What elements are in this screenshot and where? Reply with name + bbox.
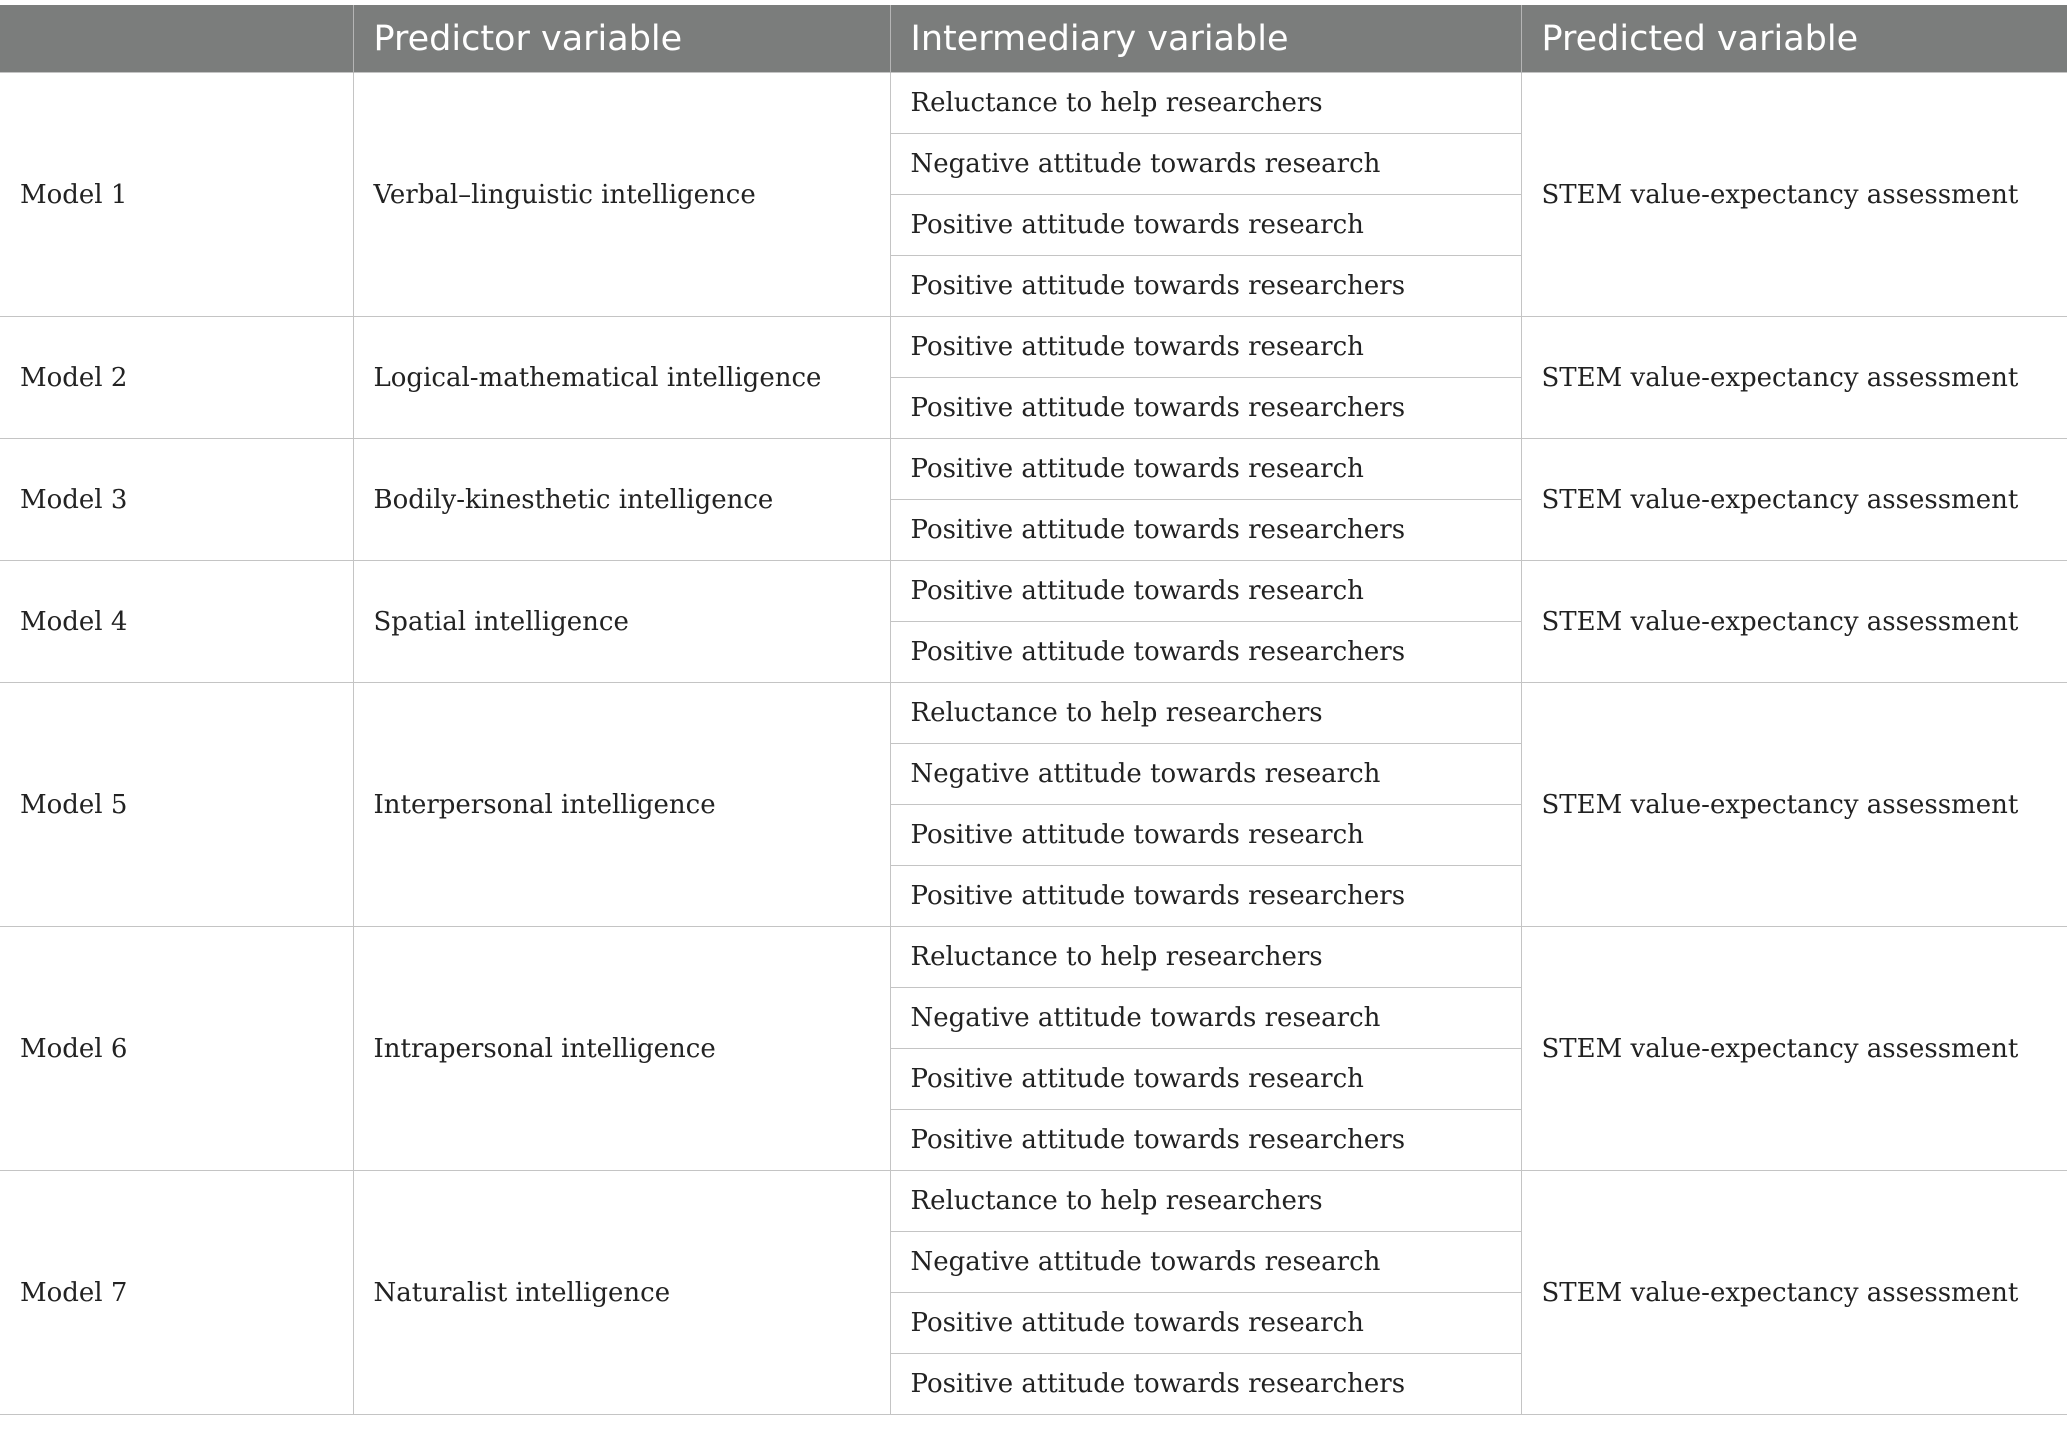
predictor-variable-cell: Spatial intelligence	[353, 561, 890, 683]
table-row	[0, 927, 2067, 988]
intermediary-variable-cell: Reluctance to help researchers	[890, 927, 1521, 988]
table-row	[0, 317, 2067, 378]
model-cell: Model 3	[0, 439, 353, 561]
predictor-variable-cell: Bodily-kinesthetic intelligence	[353, 439, 890, 561]
model-cell: Model 2	[0, 317, 353, 439]
predictor-variable-cell: Intrapersonal intelligence	[353, 927, 890, 1171]
predicted-variable-cell: STEM value-expectancy assessment	[1521, 683, 2067, 927]
models-table	[0, 5, 2067, 1415]
model-cell: Model 6	[0, 927, 353, 1171]
header-model	[0, 5, 353, 73]
intermediary-variable-cell: Negative attitude towards research	[890, 134, 1521, 195]
predicted-variable-cell: STEM value-expectancy assessment	[1521, 73, 2067, 317]
table-row	[0, 561, 2067, 622]
intermediary-variable-cell: Positive attitude towards research	[890, 195, 1521, 256]
predicted-variable-cell: STEM value-expectancy assessment	[1521, 927, 2067, 1171]
intermediary-variable-cell: Positive attitude towards research	[890, 1293, 1521, 1354]
table-row	[0, 1171, 2067, 1232]
header-predictor-variable: Predictor variable	[353, 5, 890, 73]
intermediary-variable-cell: Positive attitude towards research	[890, 805, 1521, 866]
predictor-variable-cell: Interpersonal intelligence	[353, 683, 890, 927]
intermediary-variable-cell: Positive attitude towards researchers	[890, 866, 1521, 927]
models-table-container	[0, 5, 2067, 1415]
intermediary-variable-cell: Positive attitude towards research	[890, 1049, 1521, 1110]
intermediary-variable-cell: Negative attitude towards research	[890, 1232, 1521, 1293]
intermediary-variable-cell: Positive attitude towards research	[890, 317, 1521, 378]
predicted-variable-cell: STEM value-expectancy assessment	[1521, 317, 2067, 439]
predictor-variable-cell: Logical-mathematical intelligence	[353, 317, 890, 439]
predicted-variable-cell: STEM value-expectancy assessment	[1521, 561, 2067, 683]
predictor-variable-cell: Verbal–linguistic intelligence	[353, 73, 890, 317]
intermediary-variable-cell: Positive attitude towards researchers	[890, 622, 1521, 683]
intermediary-variable-cell: Negative attitude towards research	[890, 744, 1521, 805]
table-header	[0, 5, 2067, 73]
intermediary-variable-cell: Negative attitude towards research	[890, 988, 1521, 1049]
intermediary-variable-cell: Positive attitude towards researchers	[890, 256, 1521, 317]
model-cell: Model 7	[0, 1171, 353, 1415]
intermediary-variable-cell: Positive attitude towards researchers	[890, 500, 1521, 561]
model-cell: Model 4	[0, 561, 353, 683]
predictor-variable-cell: Naturalist intelligence	[353, 1171, 890, 1415]
header-intermediary-variable: Intermediary variable	[890, 5, 1521, 73]
model-cell: Model 5	[0, 683, 353, 927]
predicted-variable-cell: STEM value-expectancy assessment	[1521, 439, 2067, 561]
table-row	[0, 439, 2067, 500]
model-cell: Model 1	[0, 73, 353, 317]
header-row	[0, 5, 2067, 73]
intermediary-variable-cell: Positive attitude towards research	[890, 439, 1521, 500]
predicted-variable-cell: STEM value-expectancy assessment	[1521, 1171, 2067, 1415]
intermediary-variable-cell: Reluctance to help researchers	[890, 1171, 1521, 1232]
table-row	[0, 683, 2067, 744]
intermediary-variable-cell: Positive attitude towards researchers	[890, 1354, 1521, 1415]
intermediary-variable-cell: Positive attitude towards research	[890, 561, 1521, 622]
intermediary-variable-cell: Positive attitude towards researchers	[890, 378, 1521, 439]
intermediary-variable-cell: Positive attitude towards researchers	[890, 1110, 1521, 1171]
intermediary-variable-cell: Reluctance to help researchers	[890, 683, 1521, 744]
header-predicted-variable: Predicted variable	[1521, 5, 2067, 73]
intermediary-variable-cell: Reluctance to help researchers	[890, 73, 1521, 134]
table-body	[0, 73, 2067, 1415]
table-row	[0, 73, 2067, 134]
